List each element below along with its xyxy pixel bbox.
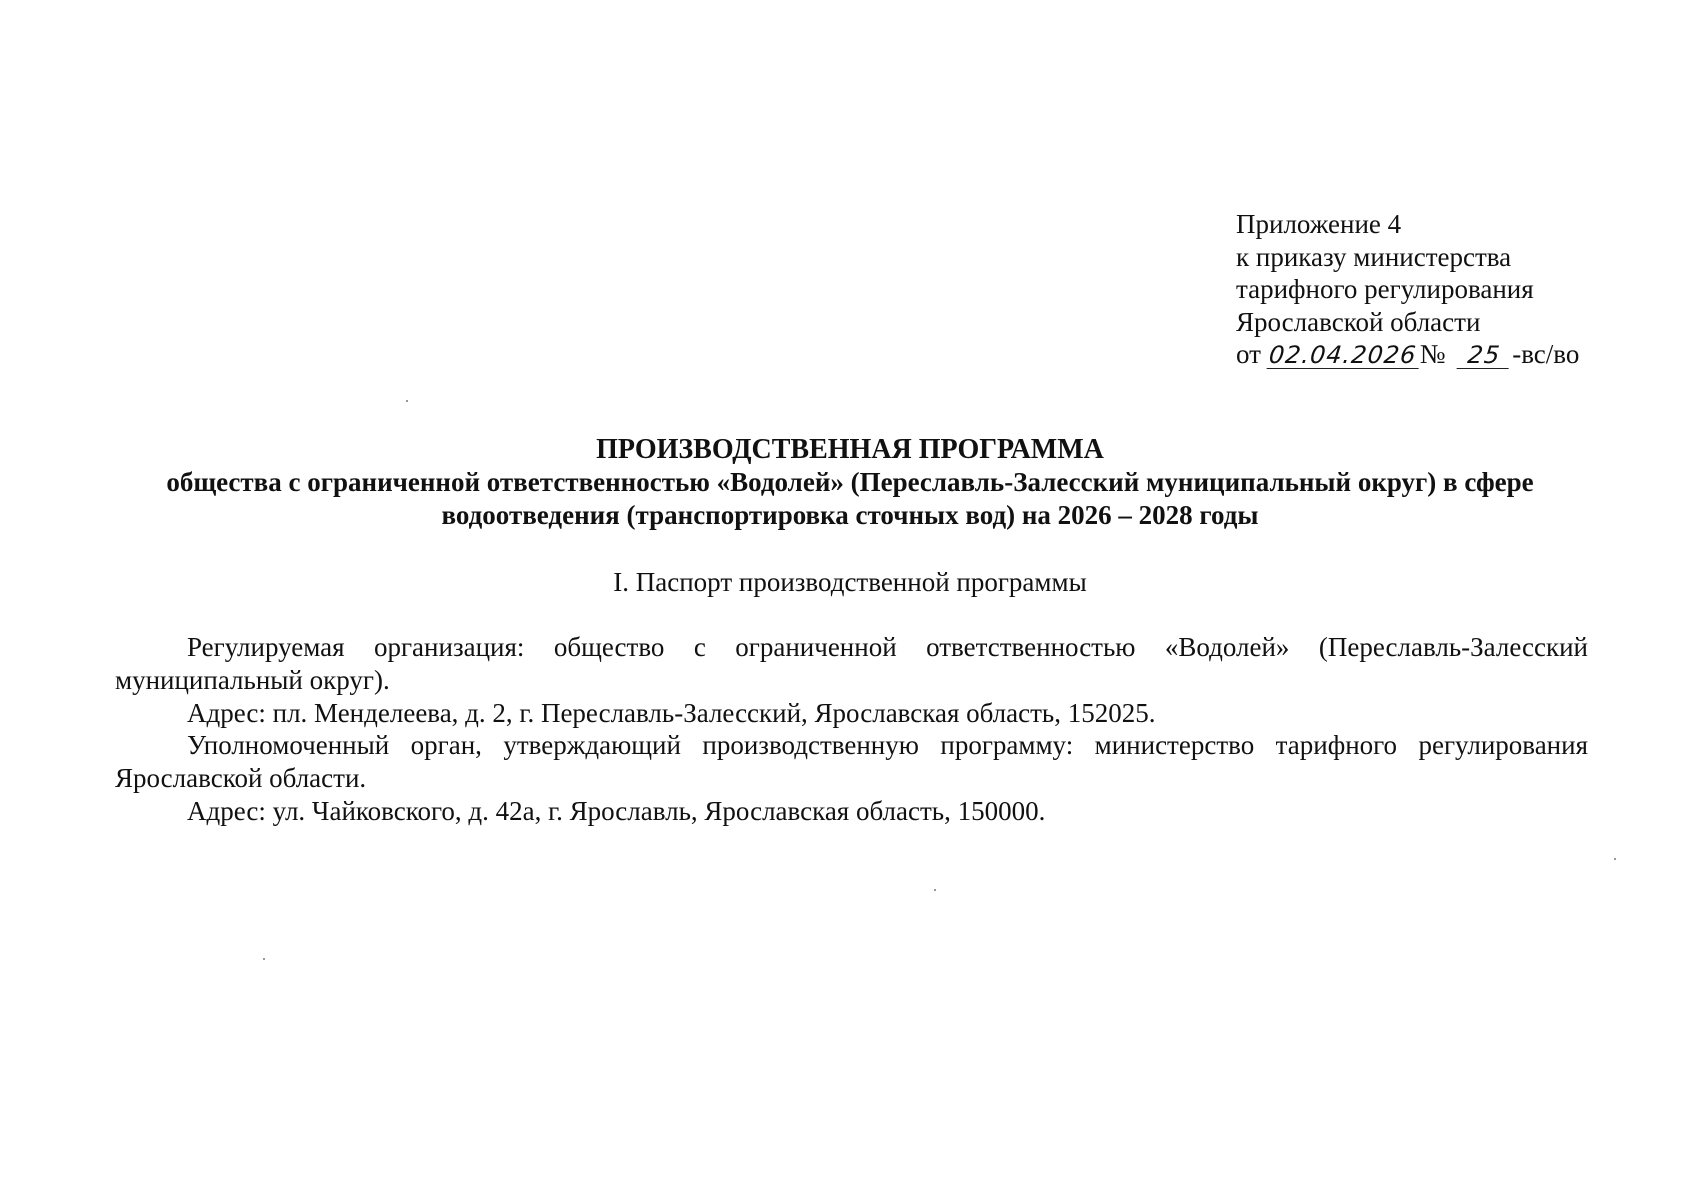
program-title-block [110, 433, 1590, 532]
paragraph-organization-address: Адрес: пл. Менделеева, д. 2, г. Переславль-Залесский, Ярославская область, 152025. [187, 697, 1156, 728]
scan-speck [263, 958, 265, 960]
order-number-handwritten: 25 [1457, 342, 1512, 369]
appendix-block [1236, 208, 1579, 371]
appendix-line-1: Приложение 4 [1236, 209, 1402, 239]
appendix-line-3: тарифного регулирования [1236, 274, 1534, 304]
program-subtitle-line-1: общества с ограниченной ответственностью «Водолей» (Переславль-Залесский муниципальный округ) в сфере [166, 467, 1534, 497]
section-heading: I. Паспорт производственной программы [613, 567, 1087, 597]
order-number-sign: № [1419, 339, 1446, 369]
appendix-order-line [1236, 338, 1579, 371]
scan-speck [1614, 858, 1616, 860]
appendix-line-4: Ярославской области [1236, 306, 1481, 337]
appendix-line-2: к приказу министерства [1236, 241, 1512, 272]
order-from-label: от [1236, 339, 1261, 369]
program-title: ПРОИЗВОДСТВЕННАЯ ПРОГРАММА [596, 434, 1104, 465]
scan-speck [934, 889, 936, 891]
order-date-handwritten: 02.04.2026 [1266, 342, 1421, 369]
program-subtitle-line-2: водоотведения (транспортировка сточных вод) на 2026 – 2028 годы [441, 500, 1259, 530]
passport-body [115, 631, 1588, 828]
paragraph-regulated-organization: Регулируемая организация: общество с ограниченной ответственностью «Водолей» (Переславль-Залесский муниципальный округ). [115, 632, 1588, 695]
paragraph-authorized-body-address: Адрес: ул. Чайковского, д. 42а, г. Ярославль, Ярославская область, 150000. [187, 795, 1046, 826]
order-number-suffix: -вс/во [1512, 339, 1580, 369]
paragraph-authorized-body: Уполномоченный орган, утверждающий производственную программу: министерство тарифного регулирования Ярославской области. [115, 730, 1588, 794]
scan-speck [406, 400, 408, 402]
